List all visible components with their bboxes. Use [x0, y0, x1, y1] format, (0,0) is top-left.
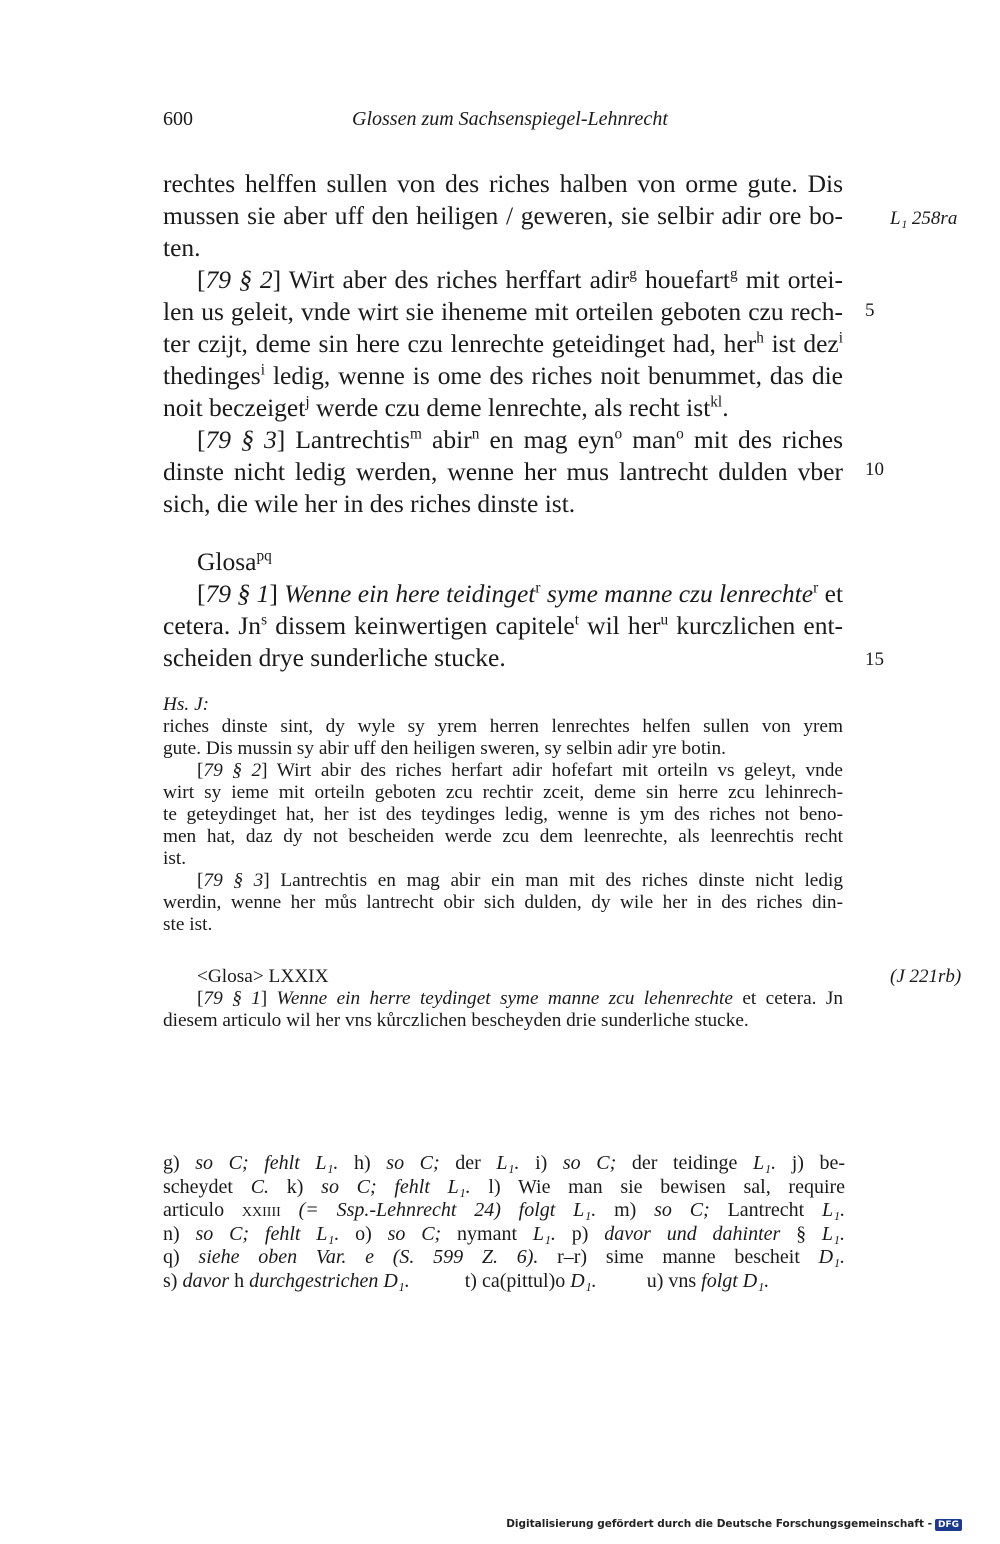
main-line: [79 § 1] Wenne ein here teidinget$^r$ syme manne czu lenrechte$^r$ et: [197, 579, 844, 608]
paragraph-ref: 79 § 3: [203, 870, 264, 891]
main-line: cetera. Jn$^s$ dissem keinwertigen capitele$^t$ wil her$^u$ kurczlichen ent-: [163, 611, 844, 640]
footnote-line: n) so C; fehlt L₁. o) so C; nymant L₁. p) davor und dahinter § L₁.: [163, 1222, 845, 1245]
hs-j-line: diesem articulo wil her vns kůrczlichen bescheyden drie sunderliche stucke.: [163, 1010, 749, 1031]
hs-j-line: wirt sy ieme mit orteiln geboten zcu rechtir zceit, deme sin herre zcu lehinrech-: [163, 782, 843, 803]
hs-j-line: te geteydinget hat, her ist des teydinges ledig, wenne is ym des riches not beno-: [163, 804, 843, 825]
hs-j-line: [79 § 3] Lantrechtis en mag abir ein man mit des riches dinste nicht ledig: [197, 870, 843, 891]
paragraph-ref: 79 § 2: [203, 760, 262, 781]
hs-j-line: [79 § 1] Wenne ein herre teydinget syme manne zcu lehenrechte et cetera. Jn: [197, 988, 843, 1009]
running-title: Glossen zum Sachsenspiegel-Lehnrecht: [352, 108, 668, 130]
footnote-line: s) davor h durchgestrichen D₁. t) ca(pittul)o D₁. u) vns folgt D₁.: [163, 1269, 770, 1292]
paragraph-ref: 79 § 3: [205, 425, 277, 454]
footnote-line: g) so C; fehlt L₁. h) so C; der L₁. i) so C; der teidinge L₁. j) be-: [163, 1152, 846, 1174]
line-number-10: 10: [865, 459, 884, 480]
main-line: thedinges$^i$ ledig, wenne is ome des riches noit benummet, das die: [163, 361, 843, 390]
main-line: [79 § 3] Lantrechtis$^m$ abir$^n$ en mag eyn$^o$ man$^o$ mit des riches: [197, 425, 844, 454]
dfg-logo: DFG: [935, 1519, 962, 1531]
hs-j-line: riches dinste sint, dy wyle sy yrem herren lenrechtes helfen sullen von yrem: [163, 716, 843, 737]
paragraph-ref: 79 § 1: [203, 988, 261, 1009]
glosa-heading: Glosa$^{pq}$: [197, 547, 272, 576]
margin-ref-l1: L₁ 258ra: [890, 208, 958, 229]
page-number: 600: [163, 108, 193, 130]
footnote-line: scheydet C. k) so C; fehlt L₁. l) Wie man sie bewisen sal, require: [163, 1175, 846, 1198]
main-line: rechtes helffen sullen von des riches halben von orme gute. Dis: [163, 169, 843, 198]
main-line: [79 § 2] Wirt aber des riches herffart adir$^g$ houefart$^g$ mit ortei-: [197, 265, 843, 294]
hs-j-line: [79 § 2] Wirt abir des riches herfart adir hofefart mit orteiln vs geleyt, vnde: [197, 760, 843, 781]
paragraph-ref: 79 § 1: [205, 579, 270, 608]
hs-j-line: gute. Dis mussin sy abir uff den heiligen sweren, sy selbin adir yre botin.: [163, 738, 726, 759]
footnote-line: articulo xxiiii (= Ssp.-Lehnrecht 24) folgt L₁. m) so C; Lantrecht L₁.: [163, 1199, 846, 1221]
paragraph-ref: 79 § 2: [205, 265, 273, 294]
main-line: ter czijt, deme sin here czu lenrechte geteidinget had, her$^h$ ist dez$^i$: [163, 329, 843, 358]
main-line: len us geleit, vnde wirt sie iheneme mit orteilen geboten czu rech-: [163, 297, 843, 326]
main-line: ten.: [163, 233, 201, 262]
line-number-15: 15: [865, 649, 884, 670]
main-line: noit beczeiget$^j$ werde czu deme lenrechte, als recht ist$^{kl}$.: [163, 393, 729, 422]
margin-ref-j: (J 221rb): [890, 966, 962, 987]
main-line: dinste nicht ledig werden, wenne her mus lantrecht dulden vber: [163, 457, 843, 486]
hs-j-line: werdin, wenne her můs lantrecht obir sich dulden, dy wile her in des riches din-: [163, 892, 843, 913]
hs-j-line: ste ist.: [163, 914, 213, 935]
hs-j-glosa: [163, 966, 843, 1032]
hs-j-line: ist.: [163, 848, 187, 869]
footer-text: Digitalisierung gefördert durch die Deutsche Forschungsgemeinschaft -: [506, 1518, 932, 1530]
hs-j-line: men hat, daz dy not bescheiden werde zcu dem leenrechte, als leenrechtis recht: [163, 826, 843, 847]
glosa-section: [163, 546, 843, 674]
footnote-line: q) siehe oben Var. e (S. 599 Z. 6). r–r) sime manne bescheit D₁.: [163, 1246, 846, 1268]
main-line: scheiden drye sunderliche stucke.: [163, 643, 506, 672]
main-text: [163, 168, 843, 520]
main-line: mussen sie aber uff den heiligen / geweren, sie selbir adir ore bo-: [163, 201, 843, 230]
digitization-footer: [506, 1518, 962, 1531]
footnotes: [163, 1152, 845, 1293]
hs-j-label: Hs. J:: [163, 694, 210, 715]
hs-j-glosa-heading: <Glosa> LXXIX: [197, 966, 329, 987]
hs-j-section: [163, 694, 843, 936]
line-number-5: 5: [865, 300, 875, 321]
main-line: sich, die wile her in des riches dinste ist.: [163, 489, 576, 518]
